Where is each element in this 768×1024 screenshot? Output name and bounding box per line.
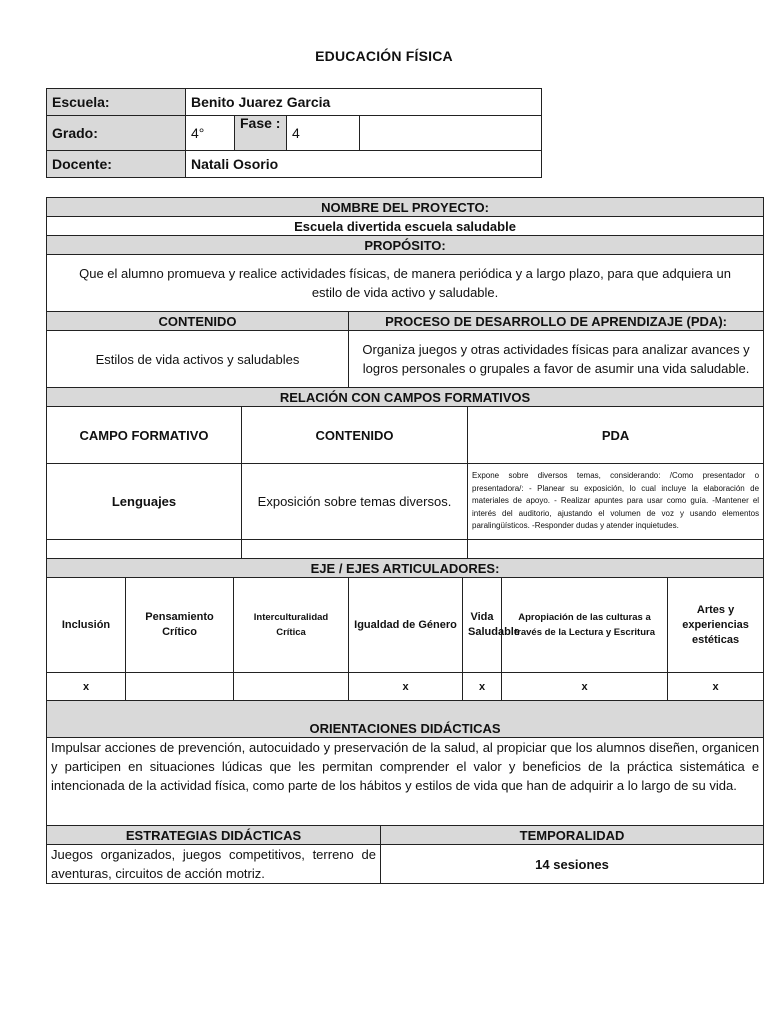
eje-header-apropiacion: Apropiación de las culturas a través de la Lectura y Escritura bbox=[502, 578, 668, 673]
pda-text: Organiza juegos y otras actividades físicas para analizar avances y logros personales o grupales a favor de asumir una vida saludable. bbox=[349, 331, 764, 388]
empty-cell bbox=[242, 540, 468, 559]
relacion-label: RELACIÓN CON CAMPOS FORMATIVOS bbox=[47, 388, 764, 407]
eje-mark-inclusion: x bbox=[47, 673, 126, 701]
eje-header-inclusion: Inclusión bbox=[47, 578, 126, 673]
grado-value: 4° bbox=[186, 116, 235, 151]
contenido-header: CONTENIDO bbox=[242, 407, 468, 464]
contenido-text: Estilos de vida activos y saludables bbox=[47, 331, 349, 388]
fase-value: 4 bbox=[287, 116, 360, 151]
escuela-value: Benito Juarez Garcia bbox=[186, 89, 542, 116]
proposito-text: Que el alumno promueva y realice actividades físicas, de manera periódica y a largo plazo, para que adquiera un estilo de vida activo y saludable. bbox=[47, 255, 764, 312]
fase-label: Fase : bbox=[235, 116, 287, 151]
ejes-label: EJE / EJES ARTICULADORES: bbox=[47, 559, 764, 578]
empty-cell bbox=[47, 540, 242, 559]
eje-mark-igualdad: x bbox=[349, 673, 463, 701]
grado-label: Grado: bbox=[47, 116, 186, 151]
info-table bbox=[46, 88, 542, 178]
proyecto-label: NOMBRE DEL PROYECTO: bbox=[47, 198, 764, 217]
campo-formativo-header: CAMPO FORMATIVO bbox=[47, 407, 242, 464]
proyecto-name: Escuela divertida escuela saludable bbox=[47, 217, 764, 236]
eje-header-interculturalidad: Interculturalidad Crítica bbox=[234, 578, 349, 673]
contenido-label: CONTENIDO bbox=[47, 312, 349, 331]
empty-cell bbox=[468, 540, 764, 559]
relacion-pda-value: Expone sobre diversos temas, considerando: /Como presentador o presentadora/: - Planear su exposición, lo cual incluye la elaboración de materiales de apoyo. - Realizar apuntes para usar como guía. -Mantener el interés del auditorio, ajustando el volumen de voz y usando elementos paralingüísticos. -Responder dudas y atender inquietudes. bbox=[468, 464, 764, 540]
eje-header-artes: Artes y experiencias estéticas bbox=[668, 578, 764, 673]
page-title: EDUCACIÓN FÍSICA bbox=[315, 48, 453, 64]
eje-header-vida-saludable: Vida Saludable bbox=[463, 578, 502, 673]
escuela-label: Escuela: bbox=[47, 89, 186, 116]
proposito-label: PROPÓSITO: bbox=[47, 236, 764, 255]
estrategias-label: ESTRATEGIAS DIDÁCTICAS bbox=[47, 826, 381, 845]
docente-label: Docente: bbox=[47, 151, 186, 178]
relacion-contenido-value: Exposición sobre temas diversos. bbox=[242, 464, 468, 540]
empty-cell bbox=[360, 116, 542, 151]
orientaciones-label: ORIENTACIONES DIDÁCTICAS bbox=[47, 701, 764, 738]
docente-value: Natali Osorio bbox=[186, 151, 542, 178]
eje-mark-artes: x bbox=[668, 673, 764, 701]
eje-mark-vida-saludable: x bbox=[463, 673, 502, 701]
pda-label: PROCESO DE DESARROLLO DE APRENDIZAJE (PDA): bbox=[349, 312, 764, 331]
pda-header: PDA bbox=[468, 407, 764, 464]
temporalidad-label: TEMPORALIDAD bbox=[381, 826, 764, 845]
temporalidad-value: 14 sesiones bbox=[381, 845, 764, 884]
eje-header-igualdad: Igualdad de Género bbox=[349, 578, 463, 673]
eje-mark-interculturalidad bbox=[234, 673, 349, 701]
eje-mark-apropiacion: x bbox=[502, 673, 668, 701]
estrategias-text: Juegos organizados, juegos competitivos, terreno de aventuras, circuitos de acción motriz. bbox=[47, 845, 381, 884]
eje-header-pensamiento-critico: Pensamiento Crítico bbox=[126, 578, 234, 673]
eje-mark-pensamiento-critico bbox=[126, 673, 234, 701]
campo-formativo-value: Lenguajes bbox=[47, 464, 242, 540]
orientaciones-text: Impulsar acciones de prevención, autocuidado y preservación de la salud, al propiciar que los alumnos diseñen, organicen y participen en situaciones lúdicas que les permitan comprender el valor y beneficios de la práctica sistemática e intencionada de la actividad física, como parte de los hábitos y estilos de vida que han de adquirir a lo largo de su vida. bbox=[47, 738, 764, 826]
planning-table bbox=[46, 197, 764, 884]
